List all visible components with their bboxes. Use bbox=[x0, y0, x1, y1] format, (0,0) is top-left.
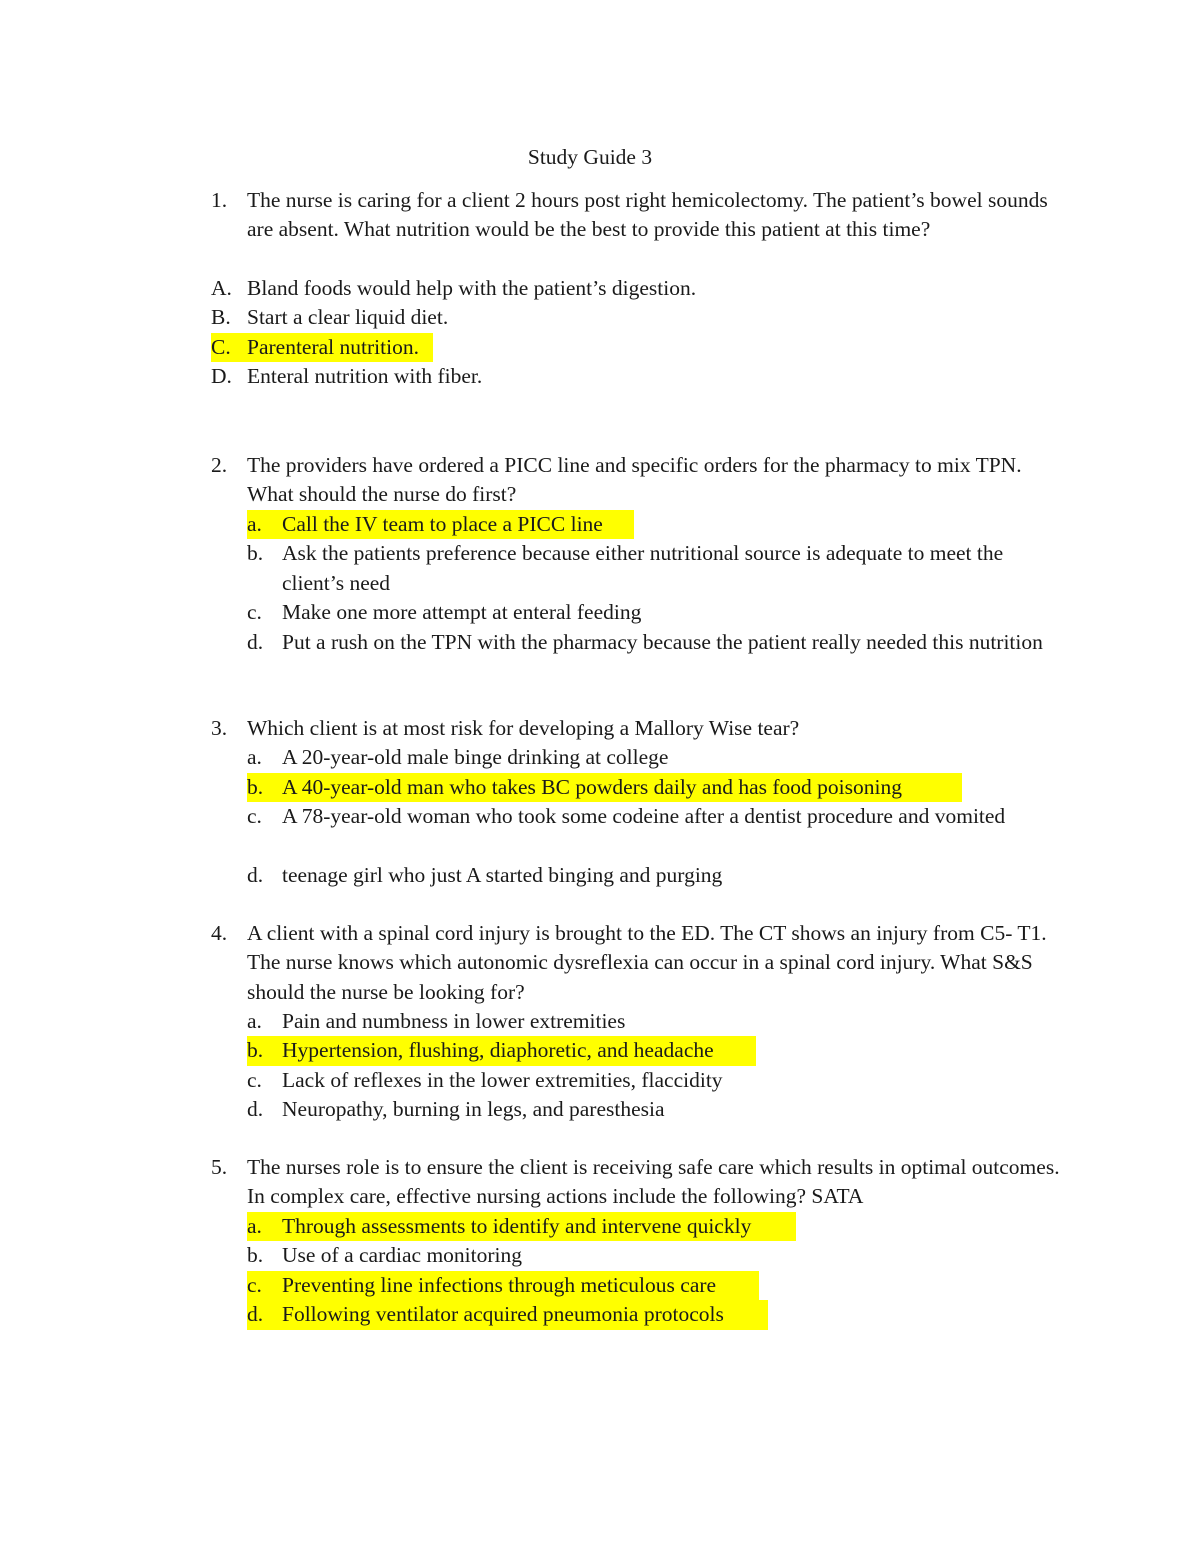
option-text: Through assessments to identify and intervene quickly bbox=[282, 1214, 752, 1238]
question-number: 2. bbox=[211, 453, 228, 477]
option-marker: c. bbox=[247, 600, 262, 625]
option-list bbox=[0, 274, 1200, 392]
option-marker: d. bbox=[247, 862, 264, 887]
option-marker: c. bbox=[247, 1272, 262, 1297]
option-text: Following ventilator acquired pneumonia protocols bbox=[282, 1302, 724, 1327]
option-marker: a. bbox=[247, 1214, 262, 1238]
question-stem: The providers have ordered a PICC line and specific orders for the pharmacy to mix TPN. What should the nurse do first? bbox=[247, 453, 1022, 507]
option-d bbox=[0, 362, 1200, 391]
option-a-correct bbox=[0, 510, 1200, 539]
option-text: teenage girl who just A started binging and purging bbox=[282, 862, 723, 887]
option-marker: b. bbox=[247, 541, 264, 566]
option-text: Put a rush on the TPN with the pharmacy because the patient really needed this nutrition bbox=[282, 629, 1043, 654]
option-marker: b. bbox=[247, 1243, 264, 1268]
option-text: Bland foods would help with the patient’s digestion. bbox=[247, 276, 697, 300]
question-number: 1. bbox=[211, 188, 228, 212]
option-text: Lack of reflexes in the lower extremities, flaccidity bbox=[282, 1067, 723, 1092]
option-marker: d. bbox=[247, 629, 264, 654]
option-text: A 20-year-old male binge drinking at college bbox=[282, 745, 669, 770]
question-number: 4. bbox=[211, 921, 228, 945]
option-text: A 78-year-old woman who took some codeine after a dentist procedure and vomited bbox=[282, 804, 1006, 829]
option-b bbox=[0, 303, 1200, 332]
option-a bbox=[0, 274, 1200, 303]
option-list bbox=[0, 1212, 1200, 1330]
question-stem: The nurses role is to ensure the client is receiving safe care which results in optimal outcomes. In complex care, effective nursing actions include the following? SATA bbox=[247, 1155, 1060, 1209]
option-marker: d. bbox=[247, 1302, 264, 1327]
option-text: Pain and numbness in lower extremities bbox=[282, 1009, 626, 1033]
option-text: Parenteral nutrition. bbox=[247, 334, 419, 359]
option-marker: D. bbox=[211, 364, 232, 389]
option-c bbox=[0, 1066, 1200, 1095]
option-text: Use of a cardiac monitoring bbox=[282, 1243, 522, 1268]
option-marker: a. bbox=[247, 512, 262, 536]
option-text: Ask the patients preference because either nutritional source is adequate to meet the client’s need bbox=[282, 541, 1004, 595]
question-stem: Which client is at most risk for developing a Mallory Wise tear? bbox=[247, 716, 800, 740]
page-title: Study Guide 3 bbox=[527, 145, 653, 169]
question-stem: A client with a spinal cord injury is brought to the ED. The CT shows an injury from C5- T1. The nurse knows which autonomic dysreflexia can occur in a spinal cord injury. What S&S should the nurse be looking for? bbox=[247, 921, 1047, 1004]
option-list bbox=[0, 510, 1200, 686]
option-text: Start a clear liquid diet. bbox=[247, 305, 449, 330]
option-a-correct bbox=[0, 1212, 1200, 1241]
option-b bbox=[0, 1241, 1200, 1270]
option-list bbox=[0, 1007, 1200, 1125]
question-number: 5. bbox=[211, 1155, 228, 1179]
option-text: Enteral nutrition with fiber. bbox=[247, 364, 483, 389]
option-marker: a. bbox=[247, 1009, 262, 1033]
option-text: Neuropathy, burning in legs, and paresthesia bbox=[282, 1097, 665, 1122]
option-b-correct bbox=[0, 1036, 1200, 1065]
option-d-correct bbox=[0, 1300, 1200, 1329]
option-text: A 40-year-old man who takes BC powders daily and has food poisoning bbox=[282, 774, 902, 799]
option-marker: B. bbox=[211, 305, 231, 330]
option-a bbox=[0, 1007, 1200, 1036]
option-d bbox=[0, 628, 1200, 687]
question-number: 3. bbox=[211, 716, 228, 740]
option-marker: b. bbox=[247, 774, 264, 799]
option-c-correct bbox=[0, 333, 1200, 362]
option-b bbox=[0, 539, 1200, 598]
option-text: Call the IV team to place a PICC line bbox=[282, 512, 603, 536]
option-c bbox=[0, 802, 1200, 861]
option-marker: c. bbox=[247, 1067, 262, 1092]
option-text: Make one more attempt at enteral feeding bbox=[282, 600, 642, 625]
option-c-correct bbox=[0, 1271, 1200, 1300]
option-b-correct bbox=[0, 773, 1200, 802]
option-marker: d. bbox=[247, 1097, 264, 1122]
option-text: Hypertension, flushing, diaphoretic, and headache bbox=[282, 1038, 714, 1063]
option-text: Preventing line infections through meticulous care bbox=[282, 1272, 717, 1297]
option-marker: A. bbox=[211, 276, 232, 300]
option-d bbox=[0, 861, 1200, 890]
question-stem: The nurse is caring for a client 2 hours post right hemicolectomy. The patient’s bowel sounds are absent. What nutrition would be the best to provide this patient at this time? bbox=[247, 188, 1048, 242]
option-marker: c. bbox=[247, 804, 262, 829]
option-a bbox=[0, 743, 1200, 772]
option-d bbox=[0, 1095, 1200, 1124]
option-marker: a. bbox=[247, 745, 262, 770]
option-list bbox=[0, 743, 1200, 890]
option-marker: C. bbox=[211, 334, 231, 359]
option-c bbox=[0, 598, 1200, 627]
option-marker: b. bbox=[247, 1038, 264, 1063]
